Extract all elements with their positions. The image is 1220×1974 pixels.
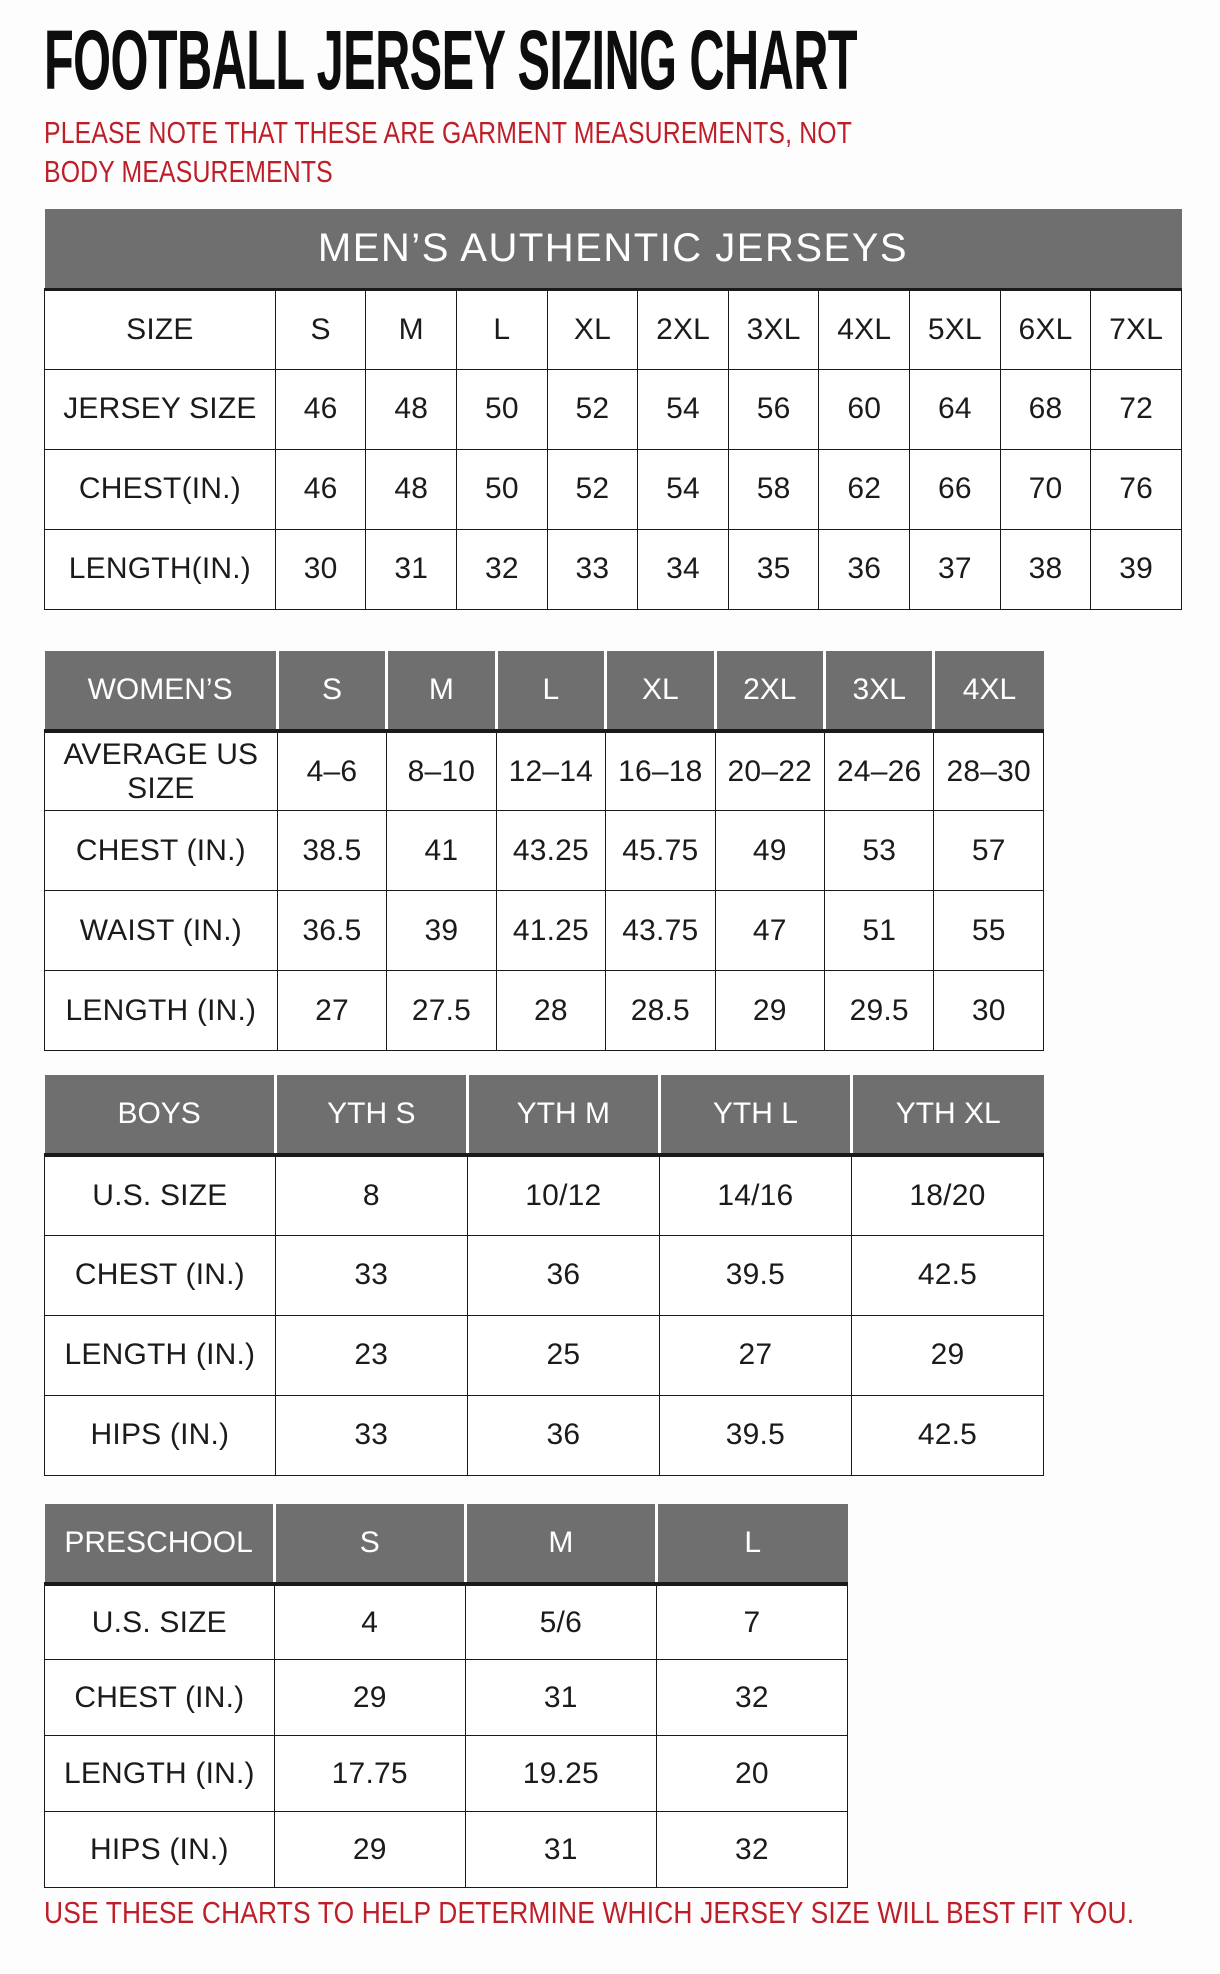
cell: 50 xyxy=(457,369,548,449)
cell: 25 xyxy=(467,1315,659,1395)
cell: 24–26 xyxy=(825,731,934,811)
preschool-sizing-table xyxy=(44,1504,848,1889)
row-label: HIPS (IN.) xyxy=(45,1395,276,1475)
cell: 28–30 xyxy=(934,731,1044,811)
cell: 70 xyxy=(1000,449,1091,529)
cell: 41.25 xyxy=(496,891,605,971)
cell: 14/16 xyxy=(659,1155,851,1235)
cell: 8 xyxy=(275,1155,467,1235)
table-row xyxy=(45,1736,848,1812)
cell: 32 xyxy=(656,1812,847,1888)
cell: 39 xyxy=(1091,529,1182,609)
cell: 6XL xyxy=(1000,289,1091,369)
cell: 43.75 xyxy=(606,891,715,971)
row-label: CHEST (IN.) xyxy=(45,811,278,891)
cell: S xyxy=(275,289,366,369)
footer-note: USE THESE CHARTS TO HELP DETERMINE WHICH JERSEY SIZE WILL BEST FIT YOU. xyxy=(44,1895,1135,1930)
table-row xyxy=(45,1315,1044,1395)
cell: 48 xyxy=(366,369,457,449)
cell: 60 xyxy=(819,369,910,449)
cell: 28 xyxy=(496,971,605,1051)
column-header: L xyxy=(496,651,605,731)
column-header: 4XL xyxy=(934,651,1044,731)
table-row xyxy=(45,449,1182,529)
table-row xyxy=(45,1235,1044,1315)
column-header: YTH S xyxy=(275,1075,467,1155)
cell: 29 xyxy=(715,971,824,1051)
cell: 52 xyxy=(547,369,638,449)
row-label: JERSEY SIZE xyxy=(45,369,276,449)
cell: 56 xyxy=(728,369,819,449)
table-row xyxy=(45,971,1044,1051)
cell: 46 xyxy=(275,449,366,529)
cell: 23 xyxy=(275,1315,467,1395)
cell: 7XL xyxy=(1091,289,1182,369)
cell: 43.25 xyxy=(496,811,605,891)
cell: 4XL xyxy=(819,289,910,369)
cell: 28.5 xyxy=(606,971,715,1051)
column-header: M xyxy=(387,651,496,731)
cell: 58 xyxy=(728,449,819,529)
table-row xyxy=(45,1155,1044,1235)
cell: 54 xyxy=(638,449,729,529)
cell: 17.75 xyxy=(274,1736,465,1812)
row-label: LENGTH (IN.) xyxy=(45,1315,276,1395)
table-row xyxy=(45,1395,1044,1475)
row-label: SIZE xyxy=(45,289,276,369)
row-label: U.S. SIZE xyxy=(45,1155,276,1235)
cell: 10/12 xyxy=(467,1155,659,1235)
cell: 31 xyxy=(465,1660,656,1736)
table-title-cell: BOYS xyxy=(45,1075,276,1155)
cell: 29 xyxy=(851,1315,1043,1395)
cell: 20 xyxy=(656,1736,847,1812)
column-header: 3XL xyxy=(825,651,934,731)
cell: 51 xyxy=(825,891,934,971)
cell: 72 xyxy=(1091,369,1182,449)
cell: 5/6 xyxy=(465,1584,656,1660)
cell: 57 xyxy=(934,811,1044,891)
table-title-cell: WOMEN’S xyxy=(45,651,278,731)
table-row xyxy=(45,731,1044,811)
cell: 41 xyxy=(387,811,496,891)
column-header: YTH XL xyxy=(851,1075,1043,1155)
cell: 76 xyxy=(1091,449,1182,529)
cell: 54 xyxy=(638,369,729,449)
header-row xyxy=(45,1504,848,1584)
table-row xyxy=(45,1812,848,1888)
cell: 3XL xyxy=(728,289,819,369)
header-row xyxy=(45,1075,1044,1155)
column-header: YTH L xyxy=(659,1075,851,1155)
cell: 39 xyxy=(387,891,496,971)
page-subtitle: PLEASE NOTE THAT THESE ARE GARMENT MEASUREMENTS, NOT BODY MEASUREMENTS xyxy=(44,115,852,190)
row-label: U.S. SIZE xyxy=(45,1584,275,1660)
cell: 33 xyxy=(547,529,638,609)
cell: 30 xyxy=(275,529,366,609)
cell: 33 xyxy=(275,1235,467,1315)
column-header: M xyxy=(465,1504,656,1584)
cell: 47 xyxy=(715,891,824,971)
cell: 62 xyxy=(819,449,910,529)
column-header: S xyxy=(274,1504,465,1584)
column-header: L xyxy=(656,1504,847,1584)
column-header: 2XL xyxy=(715,651,824,731)
cell: M xyxy=(366,289,457,369)
cell: 42.5 xyxy=(851,1235,1043,1315)
cell: 4–6 xyxy=(277,731,386,811)
cell: 29 xyxy=(274,1812,465,1888)
cell: 29.5 xyxy=(825,971,934,1051)
table-row xyxy=(45,289,1182,369)
cell: 30 xyxy=(934,971,1044,1051)
cell: 46 xyxy=(275,369,366,449)
row-label: HIPS (IN.) xyxy=(45,1812,275,1888)
header-row xyxy=(45,651,1044,731)
row-label: LENGTH(IN.) xyxy=(45,529,276,609)
cell: 36 xyxy=(467,1235,659,1315)
cell: 37 xyxy=(910,529,1001,609)
cell: 33 xyxy=(275,1395,467,1475)
cell: 66 xyxy=(910,449,1001,529)
cell: 45.75 xyxy=(606,811,715,891)
cell: L xyxy=(457,289,548,369)
cell: 20–22 xyxy=(715,731,824,811)
table-row xyxy=(45,369,1182,449)
cell: 31 xyxy=(366,529,457,609)
table-title-cell: PRESCHOOL xyxy=(45,1504,275,1584)
cell: 32 xyxy=(656,1660,847,1736)
column-header: XL xyxy=(606,651,715,731)
boys-sizing-table xyxy=(44,1075,1044,1476)
mens-sizing-table xyxy=(44,209,1182,610)
cell: 39.5 xyxy=(659,1395,851,1475)
row-label: AVERAGE US SIZE xyxy=(45,731,278,811)
row-label: WAIST (IN.) xyxy=(45,891,278,971)
cell: 50 xyxy=(457,449,548,529)
table-row xyxy=(45,1584,848,1660)
cell: XL xyxy=(547,289,638,369)
cell: 16–18 xyxy=(606,731,715,811)
cell: 48 xyxy=(366,449,457,529)
cell: 68 xyxy=(1000,369,1091,449)
cell: 27.5 xyxy=(387,971,496,1051)
column-header: S xyxy=(277,651,386,731)
cell: 35 xyxy=(728,529,819,609)
cell: 38.5 xyxy=(277,811,386,891)
cell: 49 xyxy=(715,811,824,891)
cell: 36 xyxy=(467,1395,659,1475)
row-label: LENGTH (IN.) xyxy=(45,1736,275,1812)
cell: 18/20 xyxy=(851,1155,1043,1235)
cell: 42.5 xyxy=(851,1395,1043,1475)
cell: 19.25 xyxy=(465,1736,656,1812)
cell: 27 xyxy=(659,1315,851,1395)
cell: 39.5 xyxy=(659,1235,851,1315)
banner-row xyxy=(45,209,1182,289)
cell: 12–14 xyxy=(496,731,605,811)
cell: 27 xyxy=(277,971,386,1051)
cell: 52 xyxy=(547,449,638,529)
page-title: FOOTBALL JERSEY SIZING CHART xyxy=(44,13,857,107)
cell: 4 xyxy=(274,1584,465,1660)
row-label: CHEST (IN.) xyxy=(45,1660,275,1736)
column-header: YTH M xyxy=(467,1075,659,1155)
table-banner: MEN’S AUTHENTIC JERSEYS xyxy=(45,209,1182,289)
cell: 32 xyxy=(457,529,548,609)
cell: 36.5 xyxy=(277,891,386,971)
cell: 29 xyxy=(274,1660,465,1736)
womens-sizing-table xyxy=(44,651,1044,1052)
row-label: CHEST (IN.) xyxy=(45,1235,276,1315)
table-row xyxy=(45,1660,848,1736)
cell: 5XL xyxy=(910,289,1001,369)
table-row xyxy=(45,891,1044,971)
table-row xyxy=(45,529,1182,609)
cell: 2XL xyxy=(638,289,729,369)
cell: 8–10 xyxy=(387,731,496,811)
cell: 36 xyxy=(819,529,910,609)
cell: 53 xyxy=(825,811,934,891)
cell: 38 xyxy=(1000,529,1091,609)
row-label: LENGTH (IN.) xyxy=(45,971,278,1051)
cell: 55 xyxy=(934,891,1044,971)
cell: 31 xyxy=(465,1812,656,1888)
cell: 64 xyxy=(910,369,1001,449)
cell: 7 xyxy=(656,1584,847,1660)
table-row xyxy=(45,811,1044,891)
cell: 34 xyxy=(638,529,729,609)
row-label: CHEST(IN.) xyxy=(45,449,276,529)
